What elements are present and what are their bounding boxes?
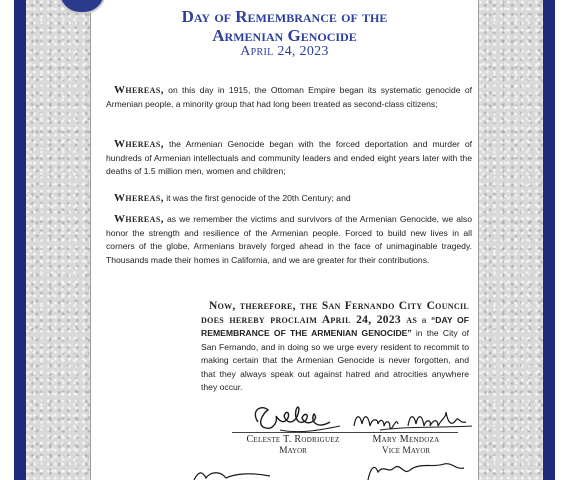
council-signature-partial-2 <box>360 460 470 480</box>
mayor-title: Mayor <box>279 446 307 456</box>
vice-mayor-signature-line <box>354 432 458 433</box>
left-marble-border <box>26 0 90 480</box>
resolution-head: Now, therefore, the San Fernando City Council does hereby proclaim April 24, 2023 as <box>201 300 469 326</box>
whereas-lead: Whereas, <box>114 138 164 150</box>
whereas-lead: Whereas, <box>114 213 164 225</box>
council-signature-partial-1 <box>190 466 280 480</box>
mayor-name: Celeste T. Rodriguez <box>246 434 340 445</box>
whereas-paragraph-3 <box>106 192 472 206</box>
whereas-paragraph-1 <box>106 84 472 111</box>
resolution-paragraph <box>201 300 469 395</box>
vice-mayor-title: Vice Mayor <box>381 446 431 456</box>
right-navy-border <box>543 0 555 480</box>
right-marble-border <box>479 0 543 480</box>
resolution-a: a <box>421 314 427 325</box>
resolution-quote: “DAY OF REMEMBRANCE OF THE ARMENIAN GENOCIDE” <box>201 314 469 338</box>
whereas-paragraph-2 <box>106 138 472 179</box>
whereas-text: on this day in 1915, the Ottoman Empire began its systematic genocide of Armenian people, a minority group that had long been treated as second-class citizens; <box>106 85 472 109</box>
resolution-tail: in the City of San Fernando, and in doing so we urge every resident to recommit to making certain that the Armenian Genocide is never forgotten, and that they always speak out against hatred and atrocities anywhere they occur. <box>201 328 469 392</box>
whereas-lead: Whereas, <box>114 192 164 204</box>
vice-mayor-name: Mary Mendoza <box>372 434 440 445</box>
title-line-2: Armenian Genocide <box>212 26 357 45</box>
left-navy-border <box>14 0 26 480</box>
whereas-text: the Armenian Genocide began with the forced deportation and murder of hundreds of Armenian intellectuals and community leaders and ended eight years later with the deaths of 1.5 million men, women and children; <box>106 139 472 176</box>
whereas-paragraph-4 <box>106 213 472 267</box>
mayor-signature-line <box>232 432 354 433</box>
proclamation-date: April 24, 2023 <box>240 44 329 59</box>
whereas-lead: Whereas, <box>114 84 164 96</box>
whereas-text: as we remember the victims and survivors of the Armenian Genocide, we also honor the strength and resilience of the Armenian people. Forced to build new lives in all corners of the globe, Armenians bravely forged ahead in the face of unimaginable tragedy. Thousands made their homes in California, and we are greater for their contributions. <box>106 214 472 265</box>
whereas-text: it was the first genocide of the 20th Century; and <box>163 193 351 203</box>
title-line-1: Day of Remembrance of the <box>181 7 388 26</box>
